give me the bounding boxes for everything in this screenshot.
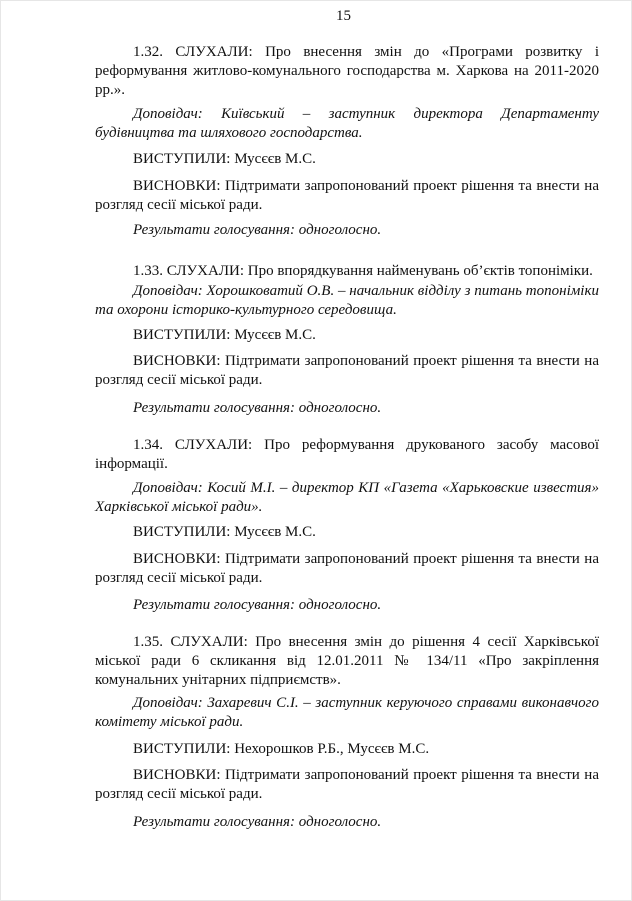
item-1-35-speaker: Доповідач: Захаревич С.І. – заступник керуючого справами виконавчого комітету міської ради. [95, 695, 599, 730]
item-1-34-spoke: ВИСТУПИЛИ: Мусєєв М.С. [133, 524, 316, 540]
item-1-32-speaker: Доповідач: Київський – заступник директора Департаменту будівництва та шляхового господарства. [95, 106, 599, 141]
item-1-33-spoke: ВИСТУПИЛИ: Мусєєв М.С. [133, 327, 316, 343]
item-1-35-vote: Результати голосування: одноголосно. [133, 814, 382, 830]
item-1-33-conclusion: ВИСНОВКИ: Підтримати запропонований проект рішення та внести на розгляд сесії міської ради. [95, 353, 599, 388]
item-1-33-heading: 1.33. СЛУХАЛИ: Про впорядкування найменувань об’єктів топоніміки. [133, 263, 593, 279]
page-number: 15 [336, 8, 351, 24]
item-1-32-heading: 1.32. СЛУХАЛИ: Про внесення змін до «Програми розвитку і реформування житлово-комунального господарства м. Харкова на 2011-2020 рр.». [95, 44, 599, 98]
item-1-35-heading: 1.35. СЛУХАЛИ: Про внесення змін до рішення 4 сесії Харківської міської ради 6 скликання від 12.01.2011 № 134/11 «Про закріплення комунальних унітарних підприємств». [95, 634, 599, 688]
item-1-32-vote: Результати голосування: одноголосно. [133, 222, 382, 238]
item-1-32-spoke: ВИСТУПИЛИ: Мусєєв М.С. [133, 151, 316, 167]
item-1-34-vote: Результати голосування: одноголосно. [133, 597, 382, 613]
item-1-33-speaker: Доповідач: Хорошковатий О.В. – начальник відділу з питань топоніміки та охорони історико-культурного середовища. [95, 283, 599, 318]
item-1-34-heading: 1.34. СЛУХАЛИ: Про реформування друкованого засобу масової інформації. [95, 437, 599, 472]
item-1-33-vote: Результати голосування: одноголосно. [133, 400, 382, 416]
item-1-32-conclusion: ВИСНОВКИ: Підтримати запропонований проект рішення та внести на розгляд сесії міської ради. [95, 178, 599, 213]
item-1-35-spoke: ВИСТУПИЛИ: Нехорошков Р.Б., Мусєєв М.С. [133, 741, 430, 757]
item-1-34-conclusion: ВИСНОВКИ: Підтримати запропонований проект рішення та внести на розгляд сесії міської ради. [95, 551, 599, 586]
item-1-35-conclusion: ВИСНОВКИ: Підтримати запропонований проект рішення та внести на розгляд сесії міської ради. [95, 767, 599, 802]
item-1-34-speaker: Доповідач: Косий М.І. – директор КП «Газета «Харьковские известия» Харківської міської ради». [95, 480, 599, 515]
